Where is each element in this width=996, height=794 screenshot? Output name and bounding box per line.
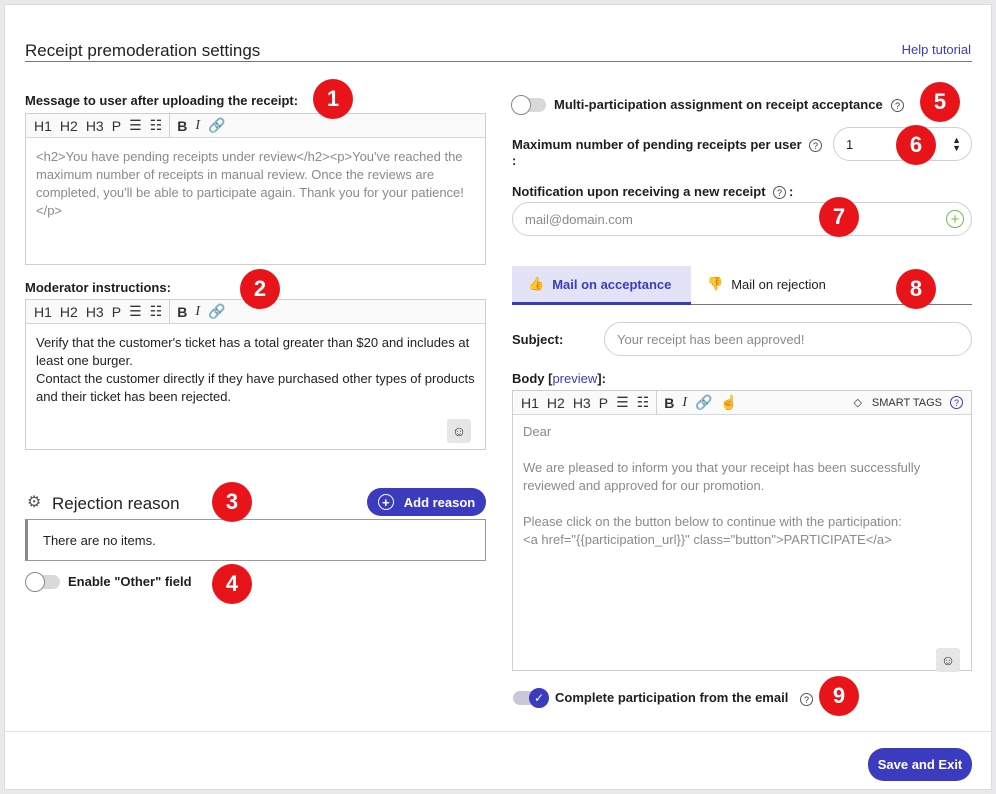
subject-placeholder: Your receipt has been approved! — [617, 331, 805, 347]
paragraph-button[interactable]: P — [598, 394, 609, 411]
bold-button[interactable]: B — [169, 300, 191, 324]
complete-participation-label: Complete participation from the email — [555, 690, 789, 705]
body-editor[interactable] — [512, 390, 972, 671]
empty-list-text: There are no items. — [43, 532, 156, 548]
header-divider — [25, 61, 972, 62]
rejection-title: Rejection reason — [52, 494, 180, 513]
help-icon[interactable]: ? — [891, 99, 904, 112]
footer-divider — [5, 731, 991, 732]
h1-button[interactable]: H1 — [521, 394, 539, 411]
notification-placeholder: mail@domain.com — [525, 211, 633, 227]
message-label: Message to user after uploading the receipt: — [25, 93, 299, 108]
toggle-knob — [511, 95, 531, 115]
h3-button[interactable]: H3 — [85, 303, 104, 320]
link-icon[interactable]: 🔗 — [694, 394, 713, 410]
editor-toolbar — [513, 391, 971, 415]
select-arrows-icon: ▲ ▼ — [952, 135, 961, 153]
bullet-list-icon[interactable]: ☰ — [129, 303, 142, 319]
help-icon[interactable]: ? — [800, 693, 813, 706]
complete-participation-toggle[interactable] — [513, 691, 547, 705]
thumbs-up-icon: 👍 — [528, 276, 545, 291]
notification-email-input[interactable] — [512, 202, 972, 236]
body-line-3: Please click on the button below to continue with the participation: — [523, 514, 902, 529]
rejection-list — [25, 519, 486, 561]
multi-participation-label: Multi-participation assignment on receipt acceptance — [554, 97, 883, 112]
check-icon: ✓ — [529, 688, 549, 708]
link-icon[interactable]: 🔗 — [207, 303, 226, 319]
body-label-text: Body — [512, 371, 545, 386]
smart-tags-label: SMART TAGS — [871, 396, 942, 409]
h3-button[interactable]: H3 — [85, 117, 104, 134]
bullet-list-icon[interactable]: ☰ — [616, 394, 629, 410]
callout-badge-5: 5 — [920, 82, 960, 122]
h1-button[interactable]: H1 — [34, 303, 52, 320]
other-field-toggle[interactable] — [26, 575, 60, 589]
message-placeholder[interactable]: <h2>You have pending receipts under review</h2><p>You've reached the maximum number of receipts in manual review. Once the reviews are completed, you'll be able to participate again. Thank you for your patience!</p> — [36, 149, 464, 218]
max-pending-label: Maximum number of pending receipts per user — [512, 137, 802, 152]
tab-acceptance-label: Mail on acceptance — [552, 276, 672, 292]
callout-badge-2: 2 — [240, 269, 280, 309]
save-and-exit-button[interactable]: Save and Exit — [868, 748, 972, 781]
subject-label: Subject: — [512, 332, 564, 347]
tab-mail-on-rejection[interactable] — [707, 276, 826, 292]
notification-label: Notification upon receiving a new receipt — [512, 184, 766, 199]
moderator-line-1: Verify that the customer's ticket has a total greater than $20 and includes at least one burger. — [36, 335, 470, 368]
page-title: Receipt premoderation settings — [25, 41, 261, 60]
italic-button[interactable]: I — [682, 394, 687, 410]
body-label: Body [preview]: — [512, 371, 606, 386]
bullet-list-icon[interactable]: ☰ — [129, 117, 142, 133]
callout-badge-8: 8 — [896, 269, 936, 309]
body-line-2: We are pleased to inform you that your receipt has been successfully reviewed and approved for our promotion. — [523, 460, 921, 493]
moderator-editor[interactable] — [25, 299, 486, 450]
tag-icon: ◇ — [853, 397, 862, 409]
numbered-list-icon[interactable]: ☷ — [149, 303, 163, 319]
add-reason-button[interactable] — [367, 488, 486, 516]
h1-button[interactable]: H1 — [34, 117, 52, 134]
numbered-list-icon[interactable]: ☷ — [149, 117, 163, 133]
callout-badge-7: 7 — [819, 197, 859, 237]
emoji-icon[interactable]: ☺ — [447, 419, 471, 443]
callout-badge-1: 1 — [313, 79, 353, 119]
max-pending-colon: : — [512, 153, 517, 168]
paragraph-button[interactable]: P — [111, 303, 122, 320]
smart-tags-help-icon[interactable]: ? — [946, 391, 967, 415]
italic-button[interactable]: I — [195, 303, 200, 319]
toggle-knob — [25, 572, 45, 592]
body-line-4: <a href="{{participation_url}}" class="button">PARTICIPATE</a> — [523, 532, 892, 547]
moderator-text[interactable] — [26, 324, 485, 416]
h3-button[interactable]: H3 — [572, 394, 591, 411]
bold-button[interactable]: B — [169, 114, 191, 138]
h2-button[interactable]: H2 — [59, 303, 78, 320]
preview-link[interactable]: preview — [552, 371, 598, 386]
h2-button[interactable]: H2 — [546, 394, 565, 411]
plus-circle-icon: + — [378, 494, 394, 510]
moderator-line-2: Contact the customer directly if they have purchased other types of products and their ticket has been rejected. — [36, 371, 475, 404]
help-icon[interactable]: ? — [773, 186, 786, 199]
tab-acceptance-content — [528, 276, 671, 292]
button-insert-icon[interactable]: ☝ — [720, 394, 738, 410]
italic-button[interactable]: I — [195, 117, 200, 133]
smart-tags-button[interactable] — [849, 391, 946, 415]
callout-badge-3: 3 — [212, 482, 252, 522]
tab-rejection-label: Mail on rejection — [731, 276, 826, 292]
body-line-1: Dear — [523, 424, 552, 439]
max-pending-value: 1 — [846, 136, 854, 152]
multi-participation-toggle[interactable] — [512, 98, 546, 112]
callout-badge-4: 4 — [212, 564, 252, 604]
help-icon[interactable]: ? — [809, 139, 822, 152]
bold-button[interactable]: B — [656, 391, 678, 415]
moderator-label: Moderator instructions: — [25, 280, 171, 295]
callout-badge-9: 9 — [819, 676, 859, 716]
gear-icon: ⚙ — [27, 494, 42, 511]
emoji-icon[interactable]: ☺ — [936, 648, 960, 672]
add-reason-label: Add reason — [403, 494, 476, 510]
subject-input[interactable] — [604, 322, 972, 356]
message-editor[interactable] — [25, 113, 486, 265]
callout-badge-6: 6 — [896, 125, 936, 165]
notification-colon: : — [789, 184, 794, 199]
body-content[interactable] — [513, 415, 971, 559]
editor-toolbar — [26, 114, 485, 138]
help-tutorial-link[interactable]: Help tutorial — [901, 42, 971, 57]
numbered-list-icon[interactable]: ☷ — [636, 394, 650, 410]
settings-panel — [4, 4, 992, 790]
other-field-label: Enable "Other" field — [68, 574, 192, 589]
thumbs-down-icon: 👎 — [707, 276, 724, 291]
add-email-icon[interactable]: + — [946, 210, 964, 228]
link-icon[interactable]: 🔗 — [207, 117, 226, 133]
paragraph-button[interactable]: P — [111, 117, 122, 134]
h2-button[interactable]: H2 — [59, 117, 78, 134]
